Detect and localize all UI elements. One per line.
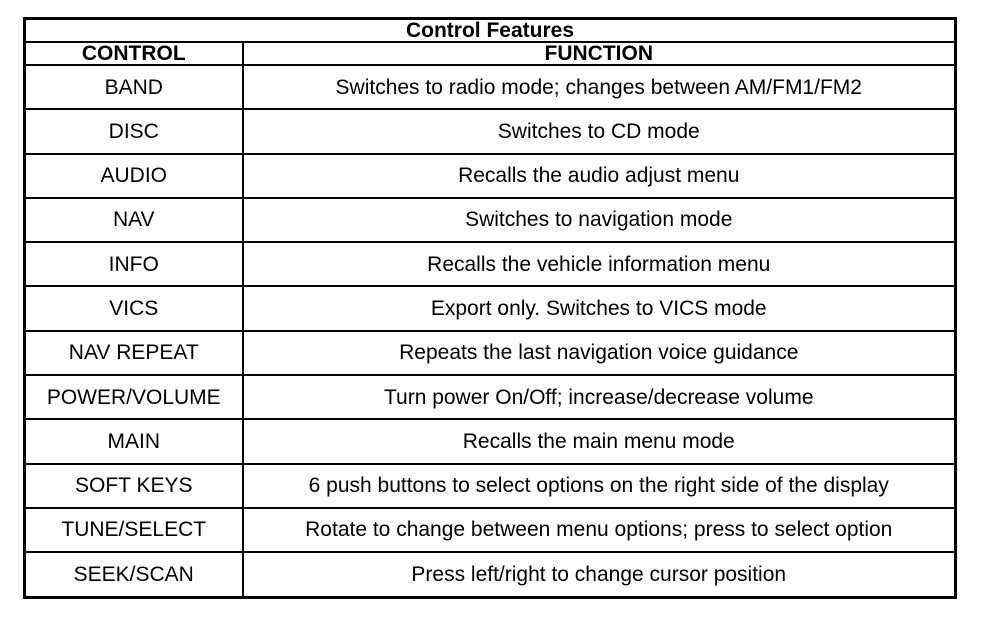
table-row <box>25 109 956 153</box>
table-row <box>25 331 956 375</box>
function-column-header: FUNCTION <box>243 42 956 65</box>
table-row <box>25 508 956 552</box>
function-cell: Recalls the vehicle information menu <box>243 242 956 286</box>
function-cell: Rotate to change between menu options; press to select option <box>243 508 956 552</box>
control-cell: POWER/VOLUME <box>25 375 243 419</box>
function-cell: Export only. Switches to VICS mode <box>243 286 956 330</box>
control-column-header: CONTROL <box>25 42 243 65</box>
function-cell: Recalls the audio adjust menu <box>243 154 956 198</box>
control-cell: DISC <box>25 109 243 153</box>
function-cell: Switches to navigation mode <box>243 198 956 242</box>
control-cell: SEEK/SCAN <box>25 552 243 597</box>
control-cell: TUNE/SELECT <box>25 508 243 552</box>
function-cell: Switches to radio mode; changes between AM/FM1/FM2 <box>243 65 956 109</box>
table-row <box>25 65 956 109</box>
function-cell: Switches to CD mode <box>243 109 956 153</box>
control-cell: NAV REPEAT <box>25 331 243 375</box>
control-features-table <box>23 17 957 599</box>
table-row <box>25 464 956 508</box>
table-title-row <box>25 19 956 43</box>
table-row <box>25 419 956 463</box>
function-cell: Recalls the main menu mode <box>243 419 956 463</box>
table-header-row <box>25 42 956 65</box>
function-cell: Press left/right to change cursor position <box>243 552 956 597</box>
table-row <box>25 242 956 286</box>
table-title: Control Features <box>25 19 956 43</box>
table-row <box>25 552 956 597</box>
function-cell: Turn power On/Off; increase/decrease volume <box>243 375 956 419</box>
table-row <box>25 198 956 242</box>
control-cell: INFO <box>25 242 243 286</box>
table-row <box>25 375 956 419</box>
control-cell: BAND <box>25 65 243 109</box>
control-cell: AUDIO <box>25 154 243 198</box>
function-cell: Repeats the last navigation voice guidance <box>243 331 956 375</box>
table-row <box>25 154 956 198</box>
control-cell: VICS <box>25 286 243 330</box>
control-cell: SOFT KEYS <box>25 464 243 508</box>
table-row <box>25 286 956 330</box>
control-cell: MAIN <box>25 419 243 463</box>
function-cell: 6 push buttons to select options on the right side of the display <box>243 464 956 508</box>
control-cell: NAV <box>25 198 243 242</box>
